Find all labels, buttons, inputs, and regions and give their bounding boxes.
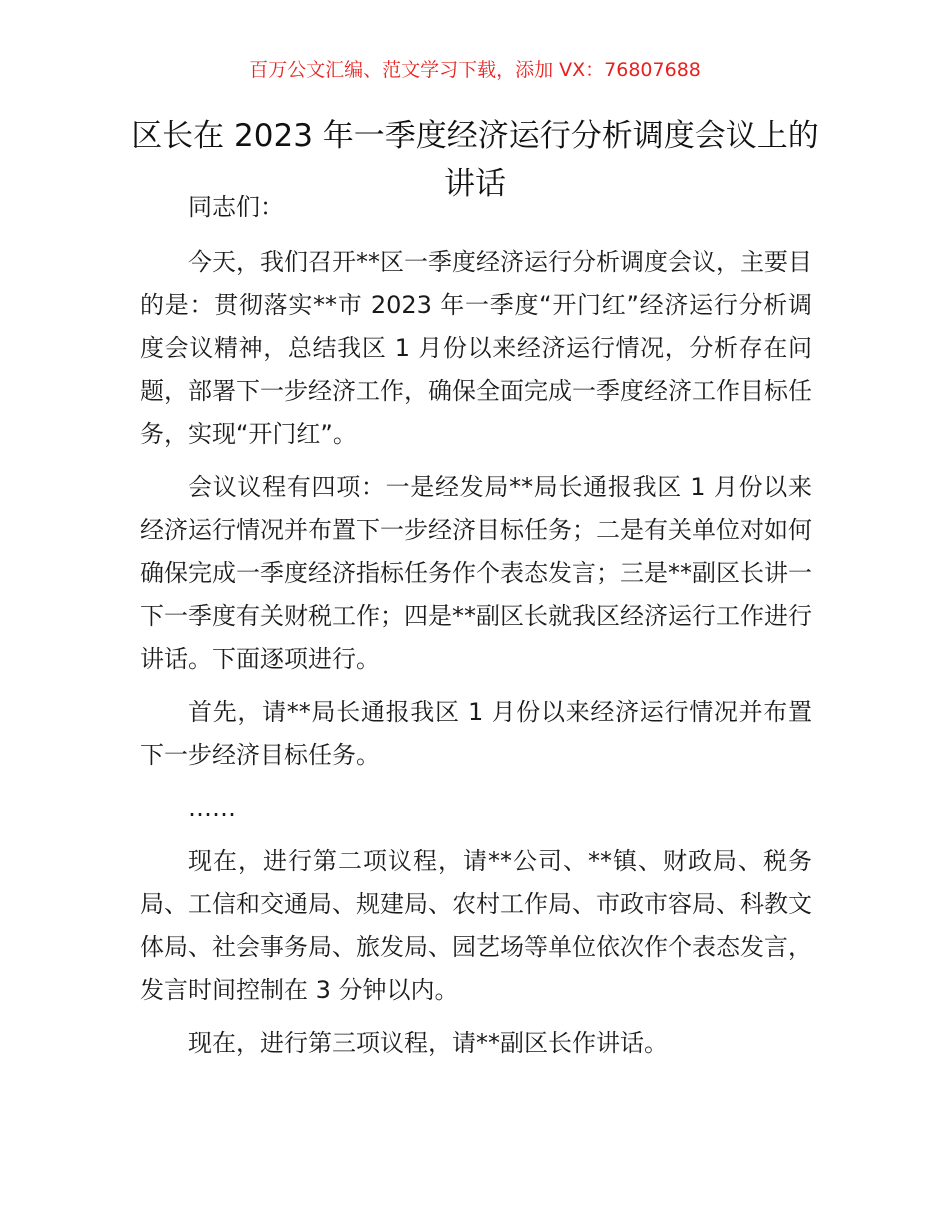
document-body — [140, 186, 812, 1075]
paragraph-ellipsis: …… — [188, 794, 236, 822]
paragraph-third-item: 现在，进行第三项议程，请**副区长作讲话。 — [188, 1029, 668, 1057]
paragraph-agenda: 会议议程有四项：一是经发局**局长通报我区 1 月份以来经济运行情况并布置下一步经济目标任务；二是有关单位对如何确保完成一季度经济指标任务作个表态发言；三是**副区长讲一下一季度有关财税工作；四是**副区长就我区经济运行工作进行讲话。下面逐项进行。 — [140, 473, 812, 673]
paragraph-opening: 今天，我们召开**区一季度经济运行分析调度会议，主要目的是：贯彻落实**市 2023 年一季度“开门红”经济运行分析调度会议精神，总结我区 1 月份以来经济运行情况，分析存在问题，部署下一步经济工作，确保全面完成一季度经济工作目标任务，实现“开门红”。 — [140, 248, 812, 448]
paragraph-first-item: 首先，请**局长通报我区 1 月份以来经济运行情况并布置下一步经济目标任务。 — [140, 698, 812, 769]
document-title: 区长在 2023 年一季度经济运行分析调度会议上的讲话 — [131, 118, 819, 202]
paragraph-second-item: 现在，进行第二项议程，请**公司、**镇、财政局、税务局、工信和交通局、规建局、农村工作局、市政市容局、科教文体局、社会事务局、旅发局、园艺场等单位依次作个表态发言，发言时间控制在 3 分钟以内。 — [140, 847, 812, 1004]
salutation: 同志们： — [188, 193, 284, 221]
header-watermark-note: 百万公文汇编、范文学习下载，添加 VX：76807688 — [249, 59, 701, 81]
